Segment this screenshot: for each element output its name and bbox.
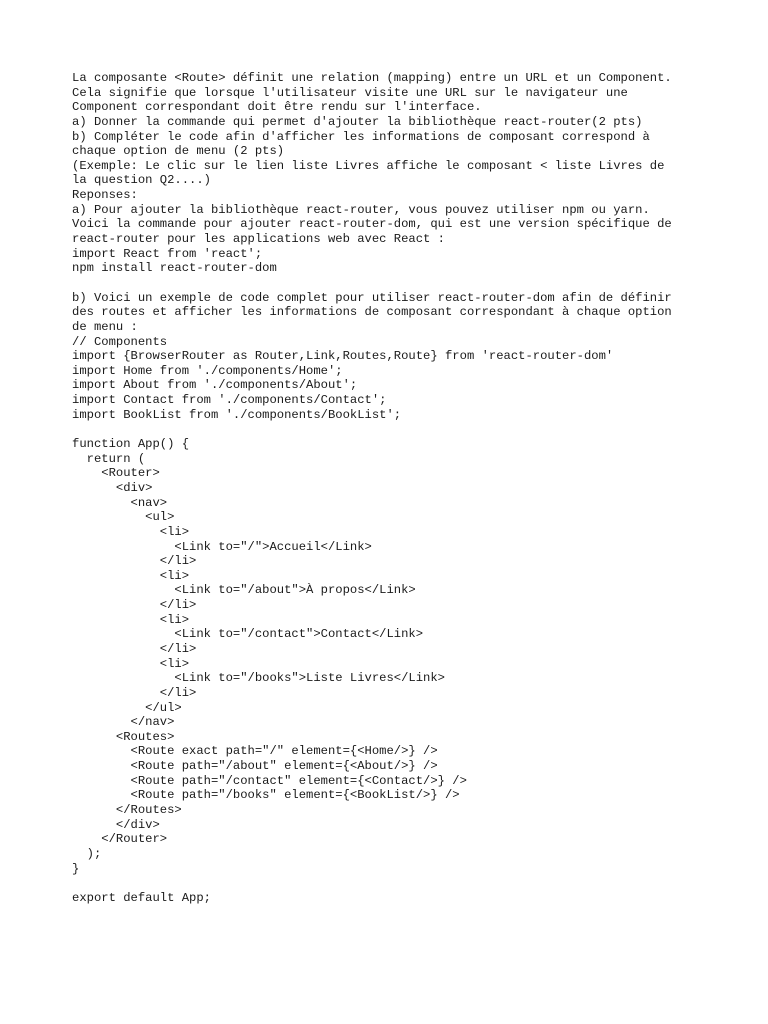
text-line: <Route path="/books" element={<BookList/>} /> [72,788,460,803]
text-line: import BookList from './components/BookList'; [72,407,402,422]
text-line: <Route path="/about" element={<About/>} /> [72,759,438,774]
text-line: <ul> [72,510,175,525]
text-line: react-router pour les applications web avec React : [72,232,445,247]
text-line: <li> [72,524,190,539]
text-line: <Router> [72,466,160,481]
text-line: <Route exact path="/" element={<Home/>} /> [72,744,438,759]
text-line: <Routes> [72,729,175,744]
text-line: function App() { [72,437,190,452]
text-line: Voici la commande pour ajouter react-router-dom, qui est une version spécifique de [72,217,672,232]
text-line: </nav> [72,715,175,730]
text-line: </li> [72,685,197,700]
text-line: b) Compléter le code afin d'afficher les informations de composant correspond à [72,129,650,144]
text-line: a) Donner la commande qui permet d'ajouter la bibliothèque react-router(2 pts) [72,114,643,129]
text-line: a) Pour ajouter la bibliothèque react-router, vous pouvez utiliser npm ou yarn. [72,202,650,217]
text-line: </ul> [72,700,182,715]
document-page [72,71,712,906]
text-line: import {BrowserRouter as Router,Link,Routes,Route} from 'react-router-dom' [72,349,614,364]
text-line: </div> [72,817,160,832]
text-line: <Link to="/books">Liste Livres</Link> [72,671,445,686]
blank-line [72,876,712,891]
text-line: npm install react-router-dom [72,261,277,276]
blank-line [72,276,712,291]
text-line: b) Voici un exemple de code complet pour utiliser react-router-dom afin de définir [72,290,672,305]
text-line: import React from 'react'; [72,246,263,261]
text-line: import Contact from './components/Contact'; [72,393,387,408]
text-line: Cela signifie que lorsque l'utilisateur visite une URL sur le navigateur une [72,85,628,100]
text-line: La composante <Route> définit une relation (mapping) entre un URL et un Component. [72,71,672,85]
text-line: de menu : [72,319,138,334]
text-line: <nav> [72,495,168,510]
text-line: chaque option de menu (2 pts) [72,144,285,159]
text-line: <li> [72,568,190,583]
document-text [72,71,712,906]
text-line: </Routes> [72,803,182,818]
text-line: la question Q2....) [72,173,211,188]
text-line: <li> [72,656,190,671]
text-line: Component correspondant doit être rendu sur l'interface. [72,100,482,115]
text-line: <Link to="/">Accueil</Link> [72,539,372,554]
text-line: <div> [72,480,153,495]
blank-line [72,422,712,437]
text-line: </Router> [72,832,168,847]
text-line: </li> [72,598,197,613]
text-line: <li> [72,612,190,627]
text-line: } [72,861,80,876]
text-line: export default App; [72,890,211,905]
text-line: // Components [72,334,168,349]
text-line: </li> [72,641,197,656]
text-line: des routes et afficher les informations de composant correspondant à chaque option [72,305,672,320]
text-line: (Exemple: Le clic sur le lien liste Livres affiche le composant < liste Livres de [72,158,665,173]
text-line: import About from './components/About'; [72,378,358,393]
text-line: ); [72,846,102,861]
text-line: </li> [72,554,197,569]
text-line: <Link to="/about">À propos</Link> [72,583,416,598]
text-line: return ( [72,451,146,466]
text-line: <Route path="/contact" element={<Contact/>} /> [72,773,467,788]
text-line: <Link to="/contact">Contact</Link> [72,627,424,642]
text-line: import Home from './components/Home'; [72,363,343,378]
text-line: Reponses: [72,188,138,203]
